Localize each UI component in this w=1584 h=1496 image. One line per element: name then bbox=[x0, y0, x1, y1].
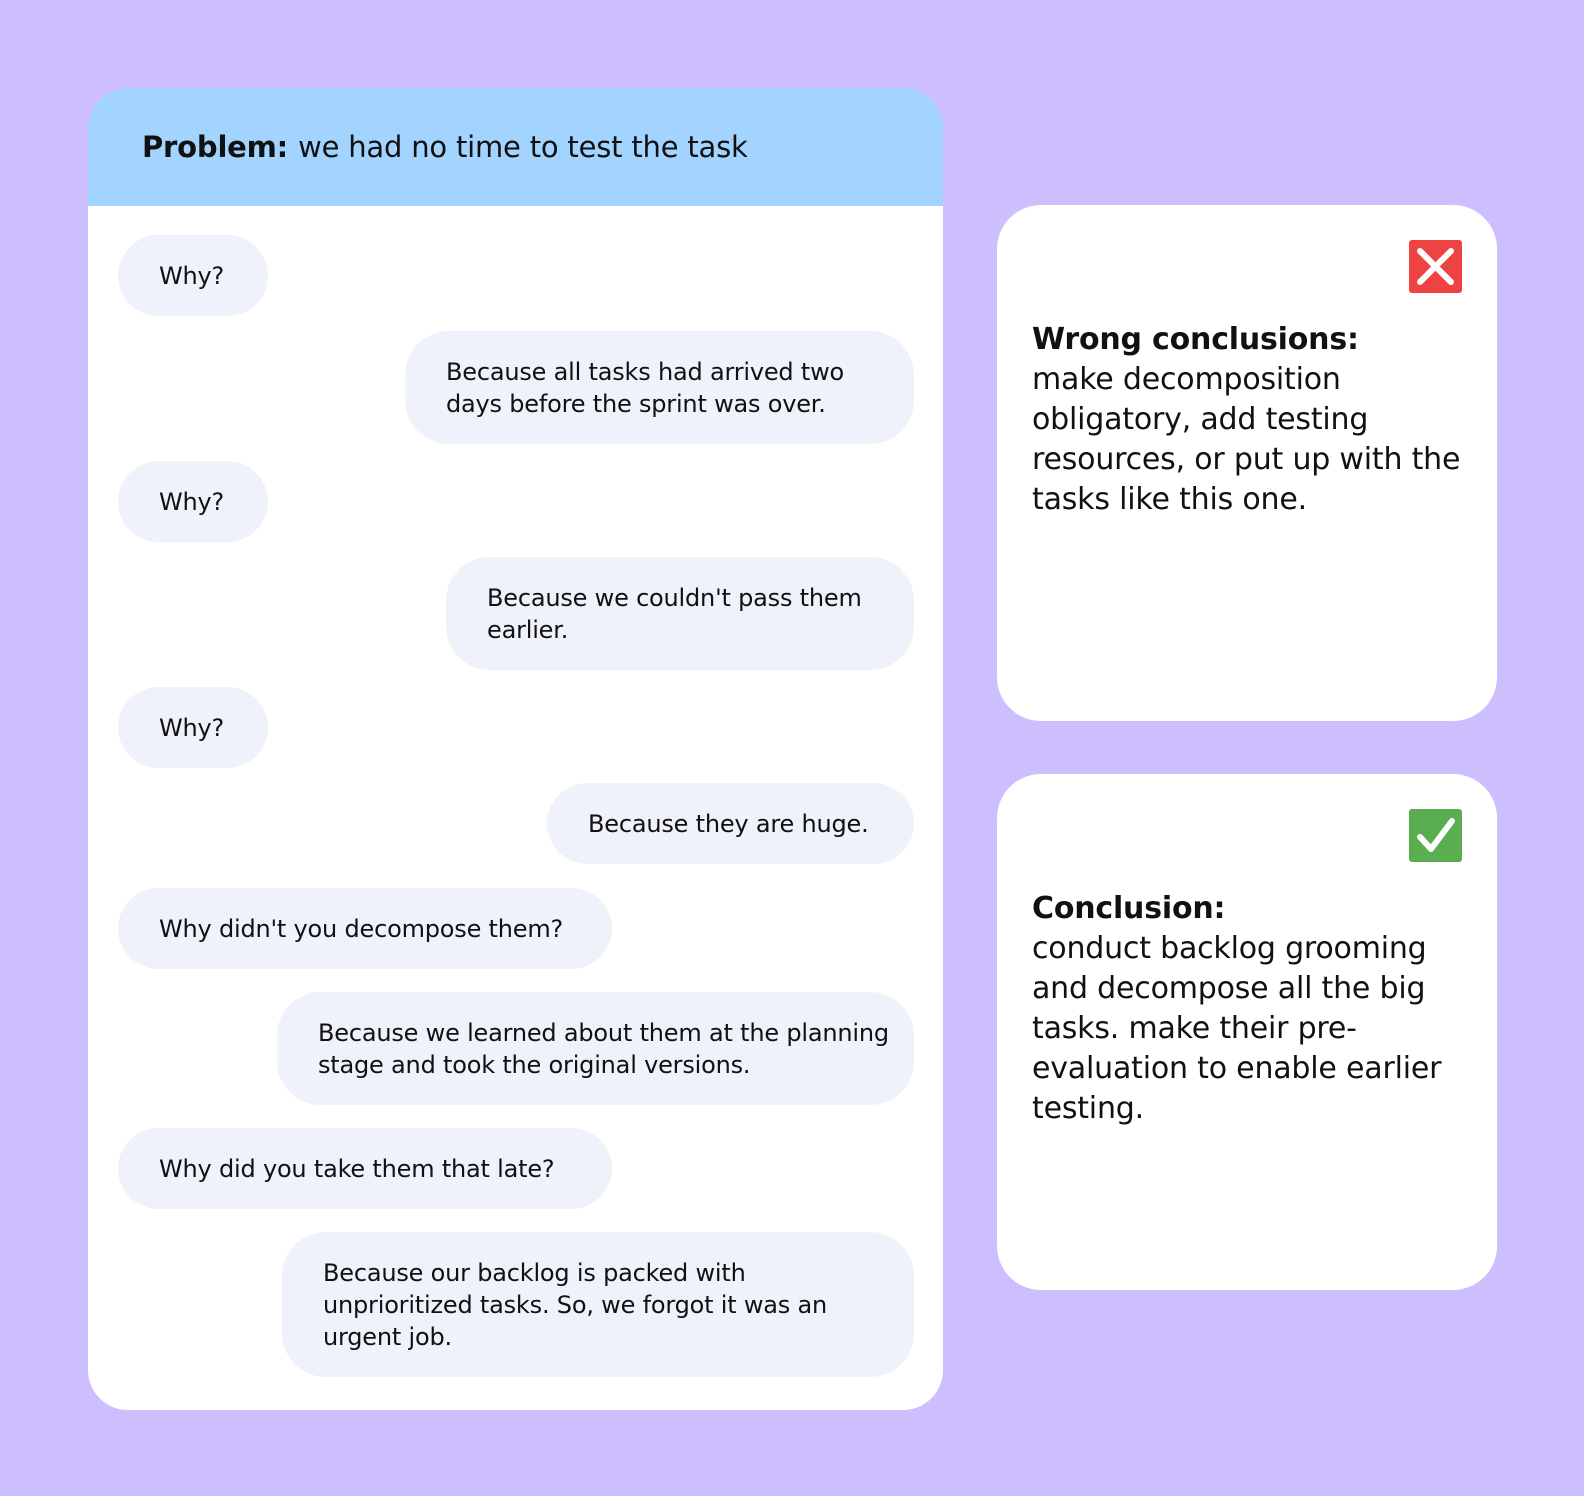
chat-bubble-answer bbox=[405, 331, 914, 444]
chat-bubble-text: Because we couldn't pass them earlier. bbox=[487, 583, 862, 644]
five-whys-chat-card bbox=[88, 88, 943, 1410]
chat-bubble-text: Why? bbox=[159, 487, 225, 516]
check-icon-box bbox=[1409, 809, 1462, 862]
cross-icon bbox=[1409, 240, 1462, 293]
conclusion-card bbox=[997, 774, 1497, 1290]
chat-bubble-text: Why? bbox=[159, 713, 225, 742]
chat-bubble-question bbox=[118, 461, 268, 542]
conclusion-body: conduct backlog grooming and decompose all the big tasks. make their pre-evaluation to enable earlier testing. bbox=[1032, 931, 1442, 1126]
chat-bubble-answer bbox=[277, 992, 914, 1105]
chat-bubble-text: Why? bbox=[159, 261, 225, 290]
chat-bubble-text: Because all tasks had arrived two days before the sprint was over. bbox=[446, 357, 844, 418]
chat-bubble-question bbox=[118, 235, 268, 316]
problem-label: Problem: bbox=[142, 130, 289, 164]
chat-bubble-text: Because we learned about them at the planning stage and took the original versions. bbox=[318, 1018, 889, 1079]
wrong-conclusions-body: make decomposition obligatory, add testing resources, or put up with the tasks like this one. bbox=[1032, 362, 1461, 517]
problem-text: we had no time to test the task bbox=[298, 130, 748, 164]
wrong-conclusions-text bbox=[1032, 320, 1472, 520]
wrong-conclusions-title: Wrong conclusions: bbox=[1032, 322, 1359, 357]
wrong-conclusions-card bbox=[997, 205, 1497, 721]
chat-bubble-text: Why did you take them that late? bbox=[159, 1154, 555, 1183]
chat-bubble-text: Because our backlog is packed with unprioritized tasks. So, we forgot it was an urgent job. bbox=[323, 1258, 828, 1351]
chat-bubble-text: Because they are huge. bbox=[588, 809, 869, 838]
check-icon bbox=[1409, 809, 1462, 862]
problem-header bbox=[88, 88, 943, 206]
chat-bubble-question bbox=[118, 687, 268, 768]
conclusion-title: Conclusion: bbox=[1032, 891, 1226, 926]
chat-bubble-text: Why didn't you decompose them? bbox=[159, 914, 564, 943]
chat-bubble-question bbox=[118, 1128, 612, 1209]
conclusion-text bbox=[1032, 889, 1472, 1129]
chat-bubble-question bbox=[118, 888, 612, 969]
chat-bubble-answer bbox=[547, 783, 914, 864]
chat-bubble-answer bbox=[446, 557, 914, 670]
chat-bubble-answer bbox=[282, 1232, 914, 1377]
